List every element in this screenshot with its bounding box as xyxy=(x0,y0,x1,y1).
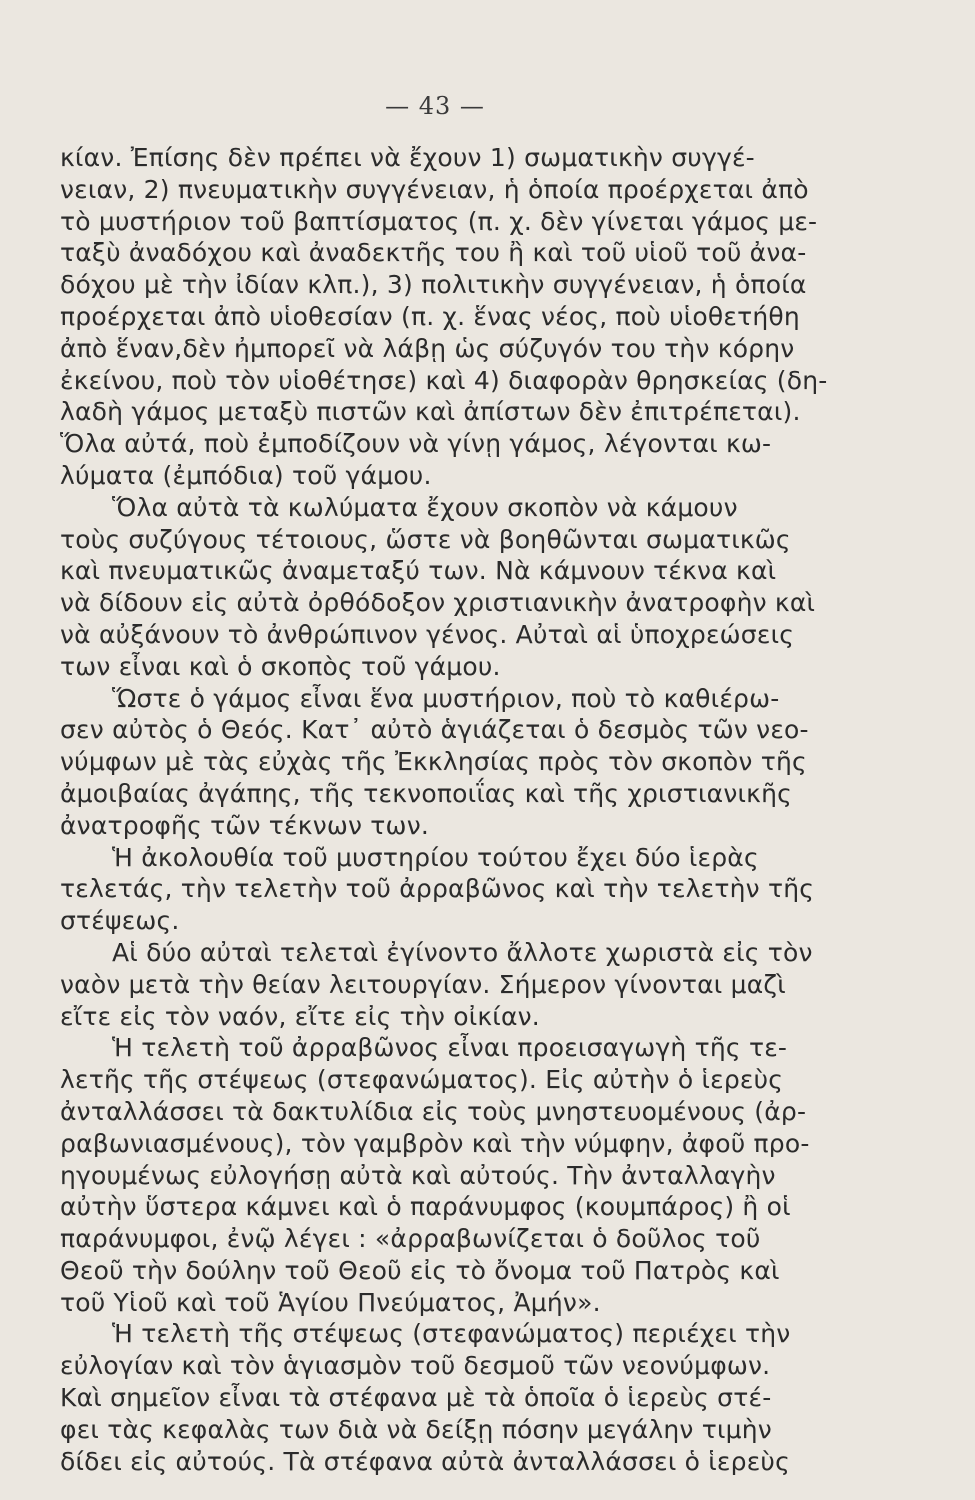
text-line: νὰ δίδουν εἰς αὐτὰ ὀρθόδοξον χριστιανικὴν ἀνατροφὴν καὶ xyxy=(60,588,816,618)
text-line: εὐλογίαν καὶ τὸν ἁγιασμὸν τοῦ δεσμοῦ τῶν νεονύμφων. xyxy=(60,1351,771,1381)
text-line: κίαν. Ἐπίσης δὲν πρέπει νὰ ἔχουν 1) σωματικὴν συγγέ- xyxy=(60,143,755,172)
text-line: ἀνατροφῆς τῶν τέκνων των. xyxy=(60,810,430,840)
text-line: στέψεως. xyxy=(60,906,180,936)
text-line: ηγουμένως εὐλογήσῃ αὐτὰ καὶ αὐτούς. Τὴν ἀνταλλαγὴν xyxy=(60,1160,776,1190)
text-line: τὸ μυστήριον τοῦ βαπτίσματος (π. χ. δὲν γίνεται γάμος με- xyxy=(60,206,818,236)
text-line: αὐτὴν ὕστερα κάμνει καὶ ὁ παράνυμφος (κουμπάρος) ἢ οἱ xyxy=(60,1192,791,1222)
text-line: Αἱ δύο αὐταὶ τελεταὶ ἐγίνοντο ἄλλοτε χωριστὰ εἰς τὸν xyxy=(112,937,813,967)
text-line: Ἡ ἀκολουθία τοῦ μυστηρίου τούτου ἔχει δύο ἱερὰς xyxy=(112,842,759,872)
text-line: λαδὴ γάμος μεταξὺ πιστῶν καὶ ἀπίστων δὲν ἐπιτρέπεται). xyxy=(60,397,801,427)
text-line: Καὶ σημεῖον εἶναι τὰ στέφανα μὲ τὰ ὁποῖα ὁ ἱερεὺς στέ- xyxy=(60,1383,772,1413)
text-line: Θεοῦ τὴν δούλην τοῦ Θεοῦ εἰς τὸ ὄνομα τοῦ Πατρὸς καὶ xyxy=(60,1255,780,1285)
text-line: λύματα (ἐμπόδια) τοῦ γάμου. xyxy=(60,460,432,490)
text-line: Ἡ τελετὴ τοῦ ἀρραβῶνος εἶναι προεισαγωγὴ τῆς τε- xyxy=(112,1033,788,1063)
body-text xyxy=(60,142,828,1477)
text-line: ἐκείνου, ποὺ τὸν υἱοθέτησε) καὶ 4) διαφορὰν θρησκείας (δη- xyxy=(60,365,828,395)
text-line: νύμφων μὲ τὰς εὐχὰς τῆς Ἐκκλησίας πρὸς τὸν σκοπὸν τῆς xyxy=(60,747,807,777)
text-line: δίδει εἰς αὐτούς. Τὰ στέφανα αὐτὰ ἀνταλλάσσει ὁ ἱερεὺς xyxy=(60,1446,790,1476)
text-line: Ὅλα αὐτὰ τὰ κωλύματα ἔχουν σκοπὸν νὰ κάμουν xyxy=(112,492,738,522)
page-number: — 43 — xyxy=(385,92,485,120)
text-line: εἴτε εἰς τὸν ναόν, εἴτε εἰς τὴν οἰκίαν. xyxy=(60,1001,540,1031)
text-line: των εἶναι καὶ ὁ σκοπὸς τοῦ γάμου. xyxy=(60,651,501,681)
text-line: προέρχεται ἀπὸ υἱοθεσίαν (π. χ. ἕνας νέος, ποὺ υἱοθετήθη xyxy=(60,301,800,331)
text-line: Ὅλα αὐτά, ποὺ ἐμποδίζουν νὰ γίνῃ γάμος, λέγονται κω- xyxy=(60,429,772,459)
text-line: ραβωνιασμένους), τὸν γαμβρὸν καὶ τὴν νύμφην, ἀφοῦ προ- xyxy=(60,1128,810,1158)
text-line: ἀνταλλάσσει τὰ δακτυλίδια εἰς τοὺς μνηστευομένους (ἀρ- xyxy=(60,1096,807,1126)
text-line: ἀπὸ ἕναν,δὲν ἠμπορεῖ νὰ λάβῃ ὡς σύζυγόν του τὴν κόρην xyxy=(60,333,795,363)
text-line: Ἡ τελετὴ τῆς στέψεως (στεφανώματος) περιέχει τὴν xyxy=(112,1319,791,1349)
text-line: δόχου μὲ τὴν ἰδίαν κλπ.), 3) πολιτικὴν συγγένειαν, ἡ ὁποία xyxy=(60,270,807,300)
text-line: φει τὰς κεφαλὰς των διὰ νὰ δείξῃ πόσην μεγάλην τιμὴν xyxy=(60,1414,772,1444)
text-line: ἀμοιβαίας ἀγάπης, τῆς τεκνοποιΐας καὶ τῆς χριστιανικῆς xyxy=(60,778,793,808)
text-line: παράνυμφοι, ἐνῷ λέγει : «ἀρραβωνίζεται ὁ δοῦλος τοῦ xyxy=(60,1224,761,1254)
text-line: σεν αὐτὸς ὁ Θεός. Κατ᾽ αὐτὸ ἁγιάζεται ὁ δεσμὸς τῶν νεο- xyxy=(60,715,809,745)
text-line: λετῆς τῆς στέψεως (στεφανώματος). Εἰς αὐτὴν ὁ ἱερεὺς xyxy=(60,1065,784,1095)
text-line: τοῦ Υἱοῦ καὶ τοῦ Ἁγίου Πνεύματος, Ἀμήν». xyxy=(60,1287,601,1317)
text-line: τοὺς συζύγους τέτοιους, ὥστε νὰ βοηθῶνται σωματικῶς xyxy=(60,524,791,554)
text-line: τελετάς, τὴν τελετὴν τοῦ ἀρραβῶνος καὶ τὴν τελετὴν τῆς xyxy=(60,874,815,904)
text-line: νειαν, 2) πνευματικὴν συγγένειαν, ἡ ὁποία προέρχεται ἀπὸ xyxy=(60,174,809,204)
text-line: νὰ αὐξάνουν τὸ ἀνθρώπινον γένος. Αὐταὶ αἱ ὑποχρεώσεις xyxy=(60,619,795,649)
text-line: Ὥστε ὁ γάμος εἶναι ἕνα μυστήριον, ποὺ τὸ καθιέρω- xyxy=(112,683,780,713)
text-line: καὶ πνευματικῶς ἀναμεταξύ των. Νὰ κάμνουν τέκνα καὶ xyxy=(60,556,777,586)
text-line: ταξὺ ἀναδόχου καὶ ἀναδεκτῆς του ἢ καὶ τοῦ υἱοῦ τοῦ ἀνα- xyxy=(60,238,807,268)
text-line: ναὸν μετὰ τὴν θείαν λειτουργίαν. Σήμερον γίνονται μαζὶ xyxy=(60,969,786,999)
